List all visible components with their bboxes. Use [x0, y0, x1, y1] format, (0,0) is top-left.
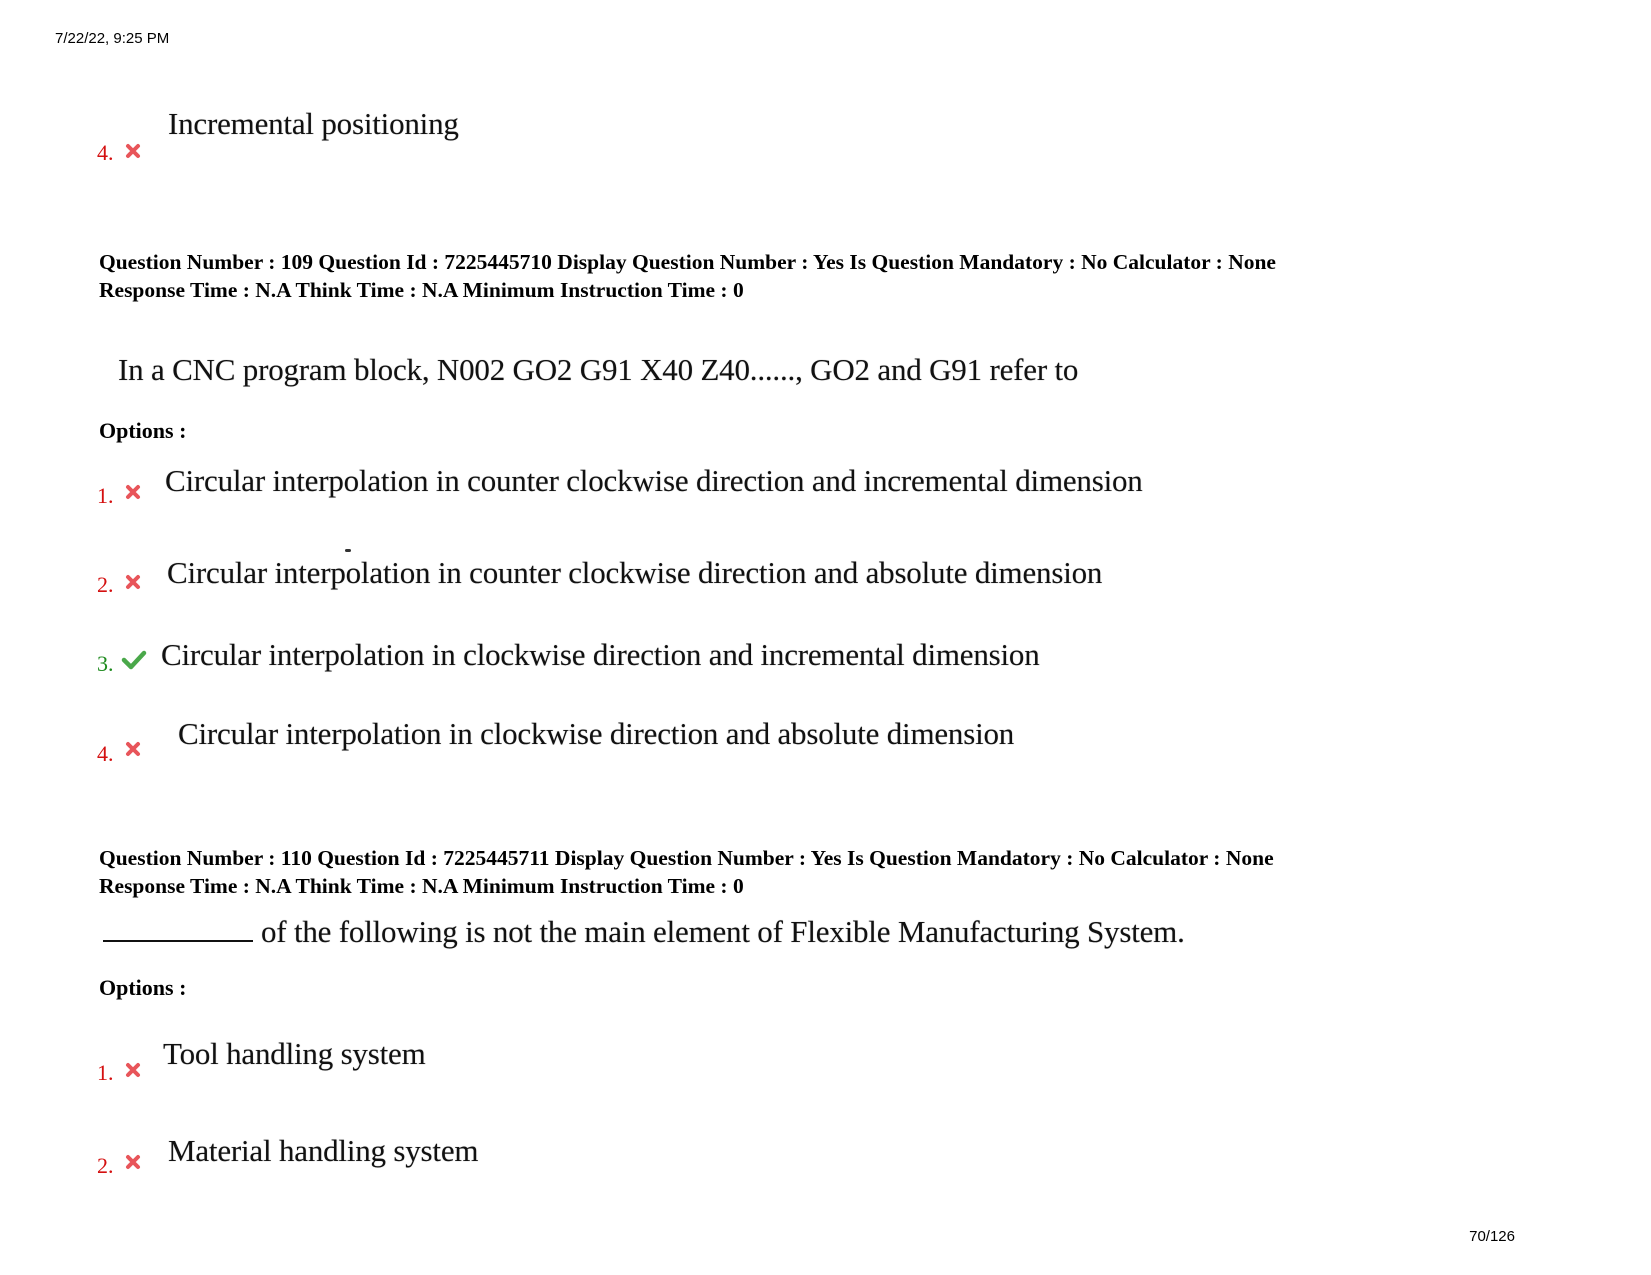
print-datetime: 7/22/22, 9:25 PM	[55, 30, 170, 47]
option-text: Circular interpolation in counter clockwise direction and absolute dimension	[167, 555, 1103, 590]
question-text	[103, 914, 1185, 950]
option-text: Incremental positioning	[168, 106, 459, 141]
option-text: Circular interpolation in clockwise direction and absolute dimension	[178, 716, 1015, 751]
options-label: Options :	[99, 418, 187, 443]
option-number: 2.	[97, 572, 114, 597]
question-meta-line2: Response Time : N.A Think Time : N.A Minimum Instruction Time : 0	[99, 874, 744, 898]
option-text: Tool handling system	[163, 1036, 426, 1071]
scan-artifact	[345, 549, 351, 552]
cross-icon	[125, 1154, 141, 1170]
question-meta	[99, 248, 1276, 304]
question-meta-line1: Question Number : 110 Question Id : 7225445711 Display Question Number : Yes Is Question Mandatory : No Calculator : None	[99, 846, 1274, 870]
option-number: 2.	[97, 1153, 114, 1178]
fill-in-blank	[103, 940, 253, 942]
cross-icon	[125, 1062, 141, 1078]
question-meta-line1: Question Number : 109 Question Id : 7225445710 Display Question Number : Yes Is Question Mandatory : No Calculator : None	[99, 250, 1276, 274]
option-number: 3.	[97, 651, 114, 676]
cross-icon	[125, 143, 141, 159]
option-number: 4.	[97, 140, 114, 165]
options-label: Options :	[99, 975, 187, 1000]
page-number: 70/126	[1469, 1228, 1515, 1245]
option-number: 1.	[97, 1060, 114, 1085]
cross-icon	[125, 484, 141, 500]
cross-icon	[125, 741, 141, 757]
check-icon	[121, 650, 147, 670]
option-text: Circular interpolation in clockwise direction and incremental dimension	[161, 637, 1040, 672]
question-text: In a CNC program block, N002 GO2 G91 X40 Z40......, GO2 and G91 refer to	[118, 352, 1079, 387]
option-text: Material handling system	[168, 1133, 479, 1168]
question-text-body: of the following is not the main element of Flexible Manufacturing System.	[261, 914, 1185, 949]
option-number: 4.	[97, 741, 114, 766]
option-number: 1.	[97, 483, 114, 508]
question-meta-line2: Response Time : N.A Think Time : N.A Minimum Instruction Time : 0	[99, 278, 744, 302]
option-text: Circular interpolation in counter clockwise direction and incremental dimension	[165, 463, 1143, 498]
cross-icon	[125, 574, 141, 590]
question-meta	[99, 844, 1274, 900]
